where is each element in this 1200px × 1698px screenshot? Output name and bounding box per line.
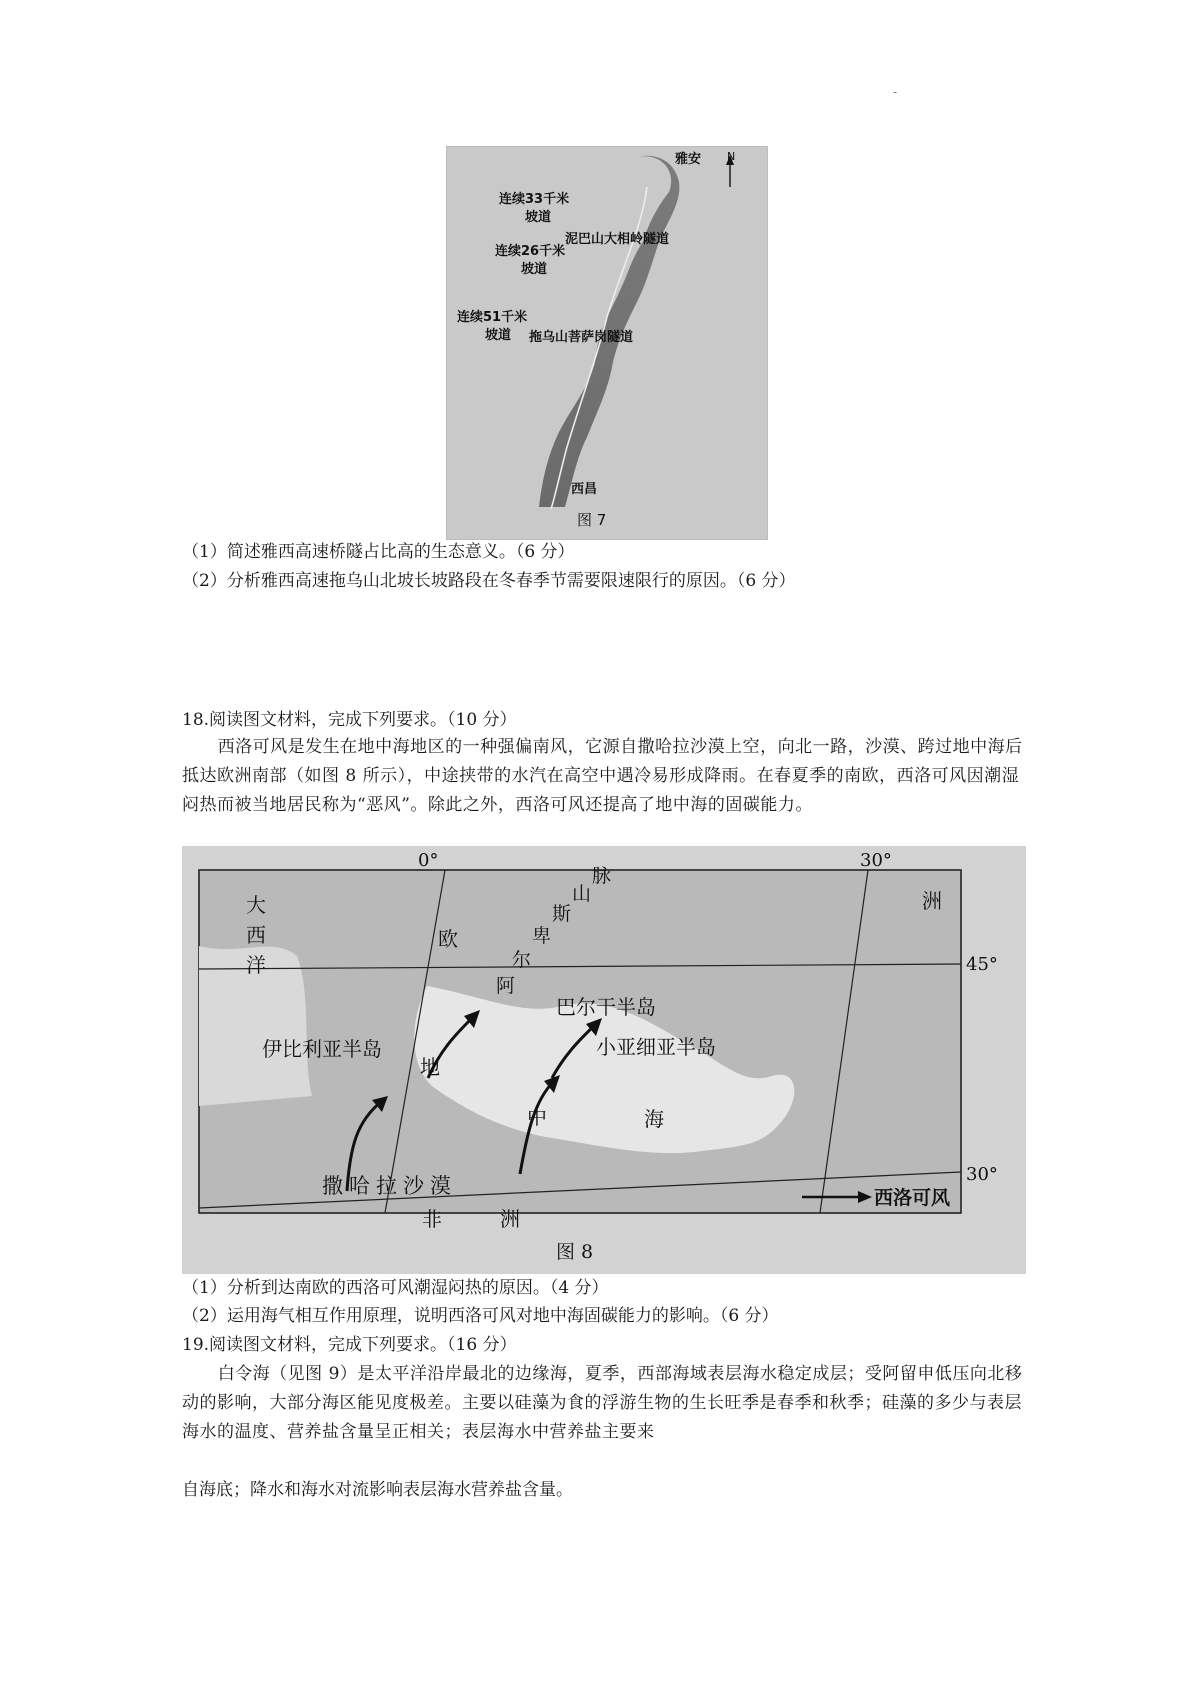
label-atlantic-3: 洋 [246, 953, 266, 977]
label-balkan: 巴尔干半岛 [556, 995, 656, 1019]
label-yaan: 雅安 [675, 152, 702, 167]
label-slope33: 连续33千米 [499, 192, 570, 207]
figure-7-map [446, 146, 768, 540]
figure-8-map [182, 846, 1026, 1274]
figure-7-caption: 图 7 [577, 511, 607, 529]
label-slope26: 连续26千米 [495, 244, 566, 259]
label-slope51: 连续51千米 [457, 310, 528, 325]
q18-header: 18.阅读图文材料，完成下列要求。（10 分） [182, 710, 517, 730]
label-alps-1: 阿 [496, 975, 516, 997]
q19-paragraph-tail: 自海底；降水和海水对流影响表层海水营养盐含量。 [182, 1480, 573, 1500]
q18-paragraph: 西洛可风是发生在地中海地区的一种强偏南风，它源自撒哈拉沙漠上空，向北一路，沙漠、跨过地中海后抵达欧洲南部（如图 8 所示），中途挟带的水汽在高空中遇冷易形成降雨。在春夏季的南欧，西洛可风因潮湿闷热而被当地居民称为“恶风”。除此之外，西洛可风还提高了地中海的固碳能力。 [182, 737, 1023, 815]
q17-sub2: （2）分析雅西高速拖乌山北坡长坡路段在冬春季节需要限速限行的原因。（6 分） [182, 571, 796, 591]
corner-mark: - [893, 85, 898, 99]
label-sahara: 撒哈拉沙漠 [322, 1174, 457, 1198]
label-lat45: 45° [966, 954, 998, 975]
label-africa-2: 洲 [500, 1207, 520, 1231]
label-alps-3: 卑 [532, 925, 552, 947]
q19-paragraph: 白令海（见图 9）是太平洋沿岸最北的边缘海，夏季，西部海域表层海水稳定成层；受阿留申低压向北移动的影响，大部分海区能见度极差。主要以硅藻为食的浮游生物的生长旺季是春季和秋季；硅藻的多少与表层海水的温度、营养盐含量呈正相关；表层海水中营养盐主要来 [182, 1364, 1023, 1442]
label-atlantic-1: 大 [246, 893, 266, 917]
label-lon30: 30° [860, 850, 892, 871]
label-slope26-b: 坡道 [521, 262, 548, 277]
label-asia-minor: 小亚细亚半岛 [596, 1035, 716, 1059]
label-med-1: 地 [420, 1055, 440, 1079]
label-europe-1: 欧 [438, 927, 458, 951]
label-iberia: 伊比利亚半岛 [262, 1037, 382, 1061]
label-lon0: 0° [418, 850, 439, 871]
label-slope33-b: 坡道 [525, 210, 552, 225]
label-alps-4: 斯 [552, 903, 572, 925]
label-lat30: 30° [966, 1164, 998, 1185]
label-alps-2: 尔 [512, 949, 532, 971]
label-slope51-b: 坡道 [485, 328, 512, 343]
label-med-3: 海 [644, 1107, 664, 1131]
figure-8-caption: 图 8 [556, 1241, 594, 1263]
q17-sub1: （1）简述雅西高速桥隧占比高的生态意义。（6 分） [182, 542, 575, 562]
q19-header: 19.阅读图文材料，完成下列要求。（16 分） [182, 1335, 517, 1355]
label-atlantic-2: 西 [246, 923, 266, 947]
north-label: N [727, 150, 736, 163]
label-tunnel2: 拖乌山菩萨岗隧道 [529, 330, 634, 345]
q18-sub1: （1）分析到达南欧的西洛可风潮湿闷热的原因。（4 分） [182, 1278, 609, 1298]
label-alps-6: 脉 [592, 865, 612, 887]
q18-sub2: （2）运用海气相互作用原理，说明西洛可风对地中海固碳能力的影响。（6 分） [182, 1306, 779, 1326]
label-tunnel1: 泥巴山大相岭隧道 [565, 232, 670, 247]
label-xichang: 西昌 [571, 482, 598, 497]
label-europe-2: 洲 [922, 889, 942, 913]
legend-sirocco: 西洛可风 [874, 1187, 951, 1209]
label-alps-5: 山 [572, 883, 592, 905]
label-med-2: 中 [527, 1105, 547, 1129]
label-africa-1: 非 [422, 1207, 442, 1231]
